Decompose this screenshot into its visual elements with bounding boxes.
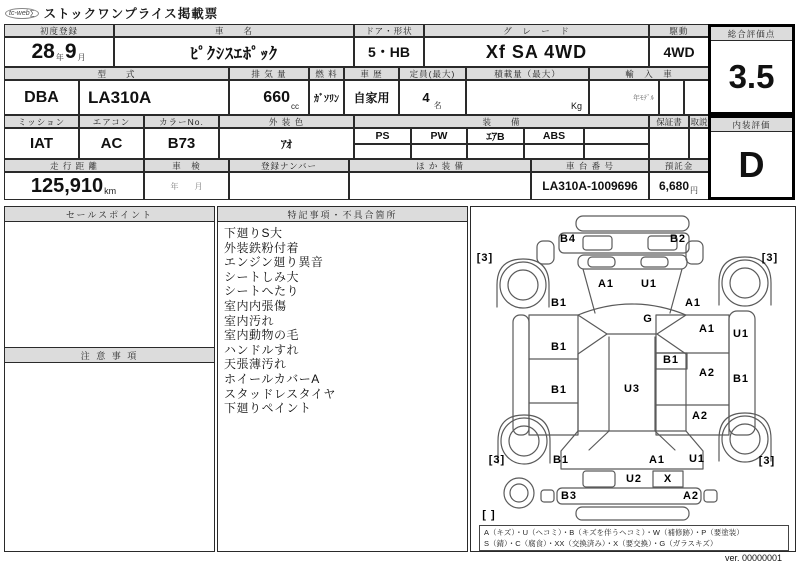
damage-mark: A1 [698,323,716,335]
load-header: 積載量（最大） [466,67,589,80]
displacement-header: 排 気 量 [229,67,309,80]
equipment-item-abs: ABS [524,128,584,144]
equipment-item-airbag: ｴｱB [467,128,524,144]
damage-mark: [3] [488,454,506,466]
equipment-item-ps: PS [354,128,411,144]
grade-value: Xf SA 4WD [424,37,649,67]
damage-mark: B1 [732,373,750,385]
damage-diagram [470,206,796,552]
damage-mark: A1 [597,278,615,290]
damage-marks-layer [471,207,797,553]
defect-item: 室内汚れ [224,313,275,328]
fuel-header: 燃 料 [309,67,344,80]
defect-item: 外装鉄粉付着 [224,240,300,255]
history-value: 自家用 [344,80,399,115]
damage-mark: U1 [732,328,750,340]
year-unit: 年 [55,53,64,62]
mileage-unit: km [104,186,117,196]
title-bar [5,5,218,21]
damage-mark: A2 [691,410,709,422]
defect-item: スタッドレスタイヤ [224,386,336,401]
deposit-header: 預託金 [649,159,709,172]
defect-item: 室内内張傷 [224,298,287,313]
overall-score-value: 3.5 [728,57,775,95]
mission-header: ミッション [4,115,79,128]
equipment-item-empty [584,128,649,144]
displacement-number: 660 [263,88,290,106]
sales-point-header: セールスポイント [4,206,215,222]
defect-item: ホイールカバーA [224,371,320,386]
import-empty-cell-2 [684,80,709,115]
damage-mark: A2 [682,490,700,502]
overall-score-header: 総合評価点 [711,27,792,41]
tcweb-logo: tc-web∑ [5,8,39,19]
notes-body [4,362,215,552]
inspection-header: 車 検 [144,159,229,172]
aircon-value: AC [79,128,144,159]
legend-line-2: S（錆）・C（腐食）・XX（交換済み）・X（要交換）・G（ガラスキズ） [484,539,718,548]
damage-mark: G [643,313,653,325]
sales-point-body [4,221,215,348]
capacity-value [399,80,466,115]
other-equip-header: ほ か 装 備 [349,159,531,172]
model-code-header: 型 式 [4,67,229,80]
other-equip-value [349,172,531,200]
import-year-model-cell: 年ﾓﾃﾞﾙ [589,80,659,115]
doors-value: 5・HB [354,37,424,67]
first-registration-month: 9 [64,40,77,63]
load-value: Kg [466,80,589,115]
defect-item: ハンドルすれ [224,342,300,357]
model-code-value: LA310A [79,80,229,115]
damage-mark: X [663,473,673,485]
warranty-header: 保証書 [649,115,689,128]
first-registration-year: 28 [31,40,55,63]
damage-mark: A1 [684,297,702,309]
ext-color-value: ｱｵ [219,128,354,159]
car-name-value: ﾋﾟｸｼｽｴﾎﾟｯｸ [114,37,354,67]
defect-item: 下廻りペイント [224,401,312,416]
equipment-row2-cell [411,144,467,159]
equipment-header: 装 備 [354,115,649,128]
first-registration-value [4,37,114,67]
model-code-prefix: DBA [4,80,79,115]
info-table [4,24,795,200]
reg-number-header: 登録ナンバー [229,159,349,172]
warranty-value [649,128,689,159]
reg-number-value [229,172,349,200]
equipment-row2-cell [584,144,649,159]
interior-score-box [708,115,795,200]
damage-legend [479,525,789,551]
damage-mark: B4 [559,233,577,245]
defect-item: 下廻りS大 [224,226,283,240]
damage-mark: U2 [625,473,643,485]
first-registration-header: 初度登録 [4,24,114,37]
color-no-value: B73 [144,128,219,159]
defect-list [218,222,467,416]
capacity-number: 4 [422,90,430,105]
notes-header: 注 意 事 項 [4,347,215,363]
damage-mark: A1 [648,454,666,466]
mileage-number: 125,910 [30,174,104,197]
damage-mark: U1 [688,453,706,465]
displacement-value [229,80,309,115]
mission-value: IAT [4,128,79,159]
aircon-header: エアコン [79,115,144,128]
equipment-item-pw: PW [411,128,467,144]
deposit-value [649,172,709,200]
equipment-row2-cell [354,144,411,159]
car-name-header: 車 名 [114,24,354,37]
damage-mark: B3 [560,490,578,502]
damage-mark: B1 [550,341,568,353]
damage-mark: A2 [698,367,716,379]
damage-mark: B1 [550,384,568,396]
chassis-no-value: LA310A-1009696 [531,172,649,200]
chassis-no-header: 車 台 番 号 [531,159,649,172]
damage-mark: B1 [552,454,570,466]
history-header: 車 歴 [344,67,399,80]
defects-header: 特記事項・不具合箇所 [217,206,468,222]
drive-value: 4WD [649,37,709,67]
fuel-value: ｶﾞｿﾘﾝ [309,80,344,115]
page-title: ストックワンプライス掲載票 [43,7,219,21]
damage-mark: U1 [640,278,658,290]
damage-mark: B1 [662,354,680,366]
month-unit: 月 [77,53,86,62]
defect-item: 天張薄汚れ [224,357,287,372]
defect-item: シートしみ大 [224,269,300,284]
color-no-header: カラーNo. [144,115,219,128]
deposit-unit: 円 [690,186,699,195]
ext-color-header: 外 装 色 [219,115,354,128]
displacement-unit: cc [291,102,299,111]
interior-score-value: D [738,143,765,185]
overall-score-box [708,24,795,115]
damage-mark: B1 [550,297,568,309]
damage-mark: B2 [669,233,687,245]
capacity-unit: 名 [433,101,442,110]
mileage-value [4,172,144,200]
deposit-number: 6,680 [658,179,690,193]
version-label: ver. 00000001 [724,553,782,563]
manual-value [689,128,709,159]
damage-mark: [3] [761,252,779,264]
drive-header: 駆動 [649,24,709,37]
damage-mark: [3] [476,252,494,264]
capacity-header: 定員(最大) [399,67,466,80]
grade-header: グ レ ー ド [424,24,649,37]
mileage-header: 走 行 距 離 [4,159,144,172]
import-empty-cell-1 [659,80,684,115]
equipment-row2-cell [524,144,584,159]
damage-mark: [3] [758,455,776,467]
defect-item: エンジン廻り異音 [224,255,324,270]
damage-mark: U3 [623,383,641,395]
inspection-value: 年 月 [144,172,229,200]
manual-header: 取説 [690,116,708,127]
equipment-row2-cell [467,144,524,159]
damage-mark: [ ] [482,509,496,521]
doors-header: ドア・形状 [354,24,424,37]
legend-line-1: A（キズ）・U（ヘコミ）・B（キズを伴うヘコミ）・W（補修跡）・P（要塗装） [484,528,744,537]
interior-score-header: 内装評価 [711,118,792,132]
defect-item: 室内動物の毛 [224,328,300,343]
defects-body [217,221,468,552]
import-car-header: 輸 入 車 [589,67,709,80]
defect-item: シートへたり [224,284,300,299]
